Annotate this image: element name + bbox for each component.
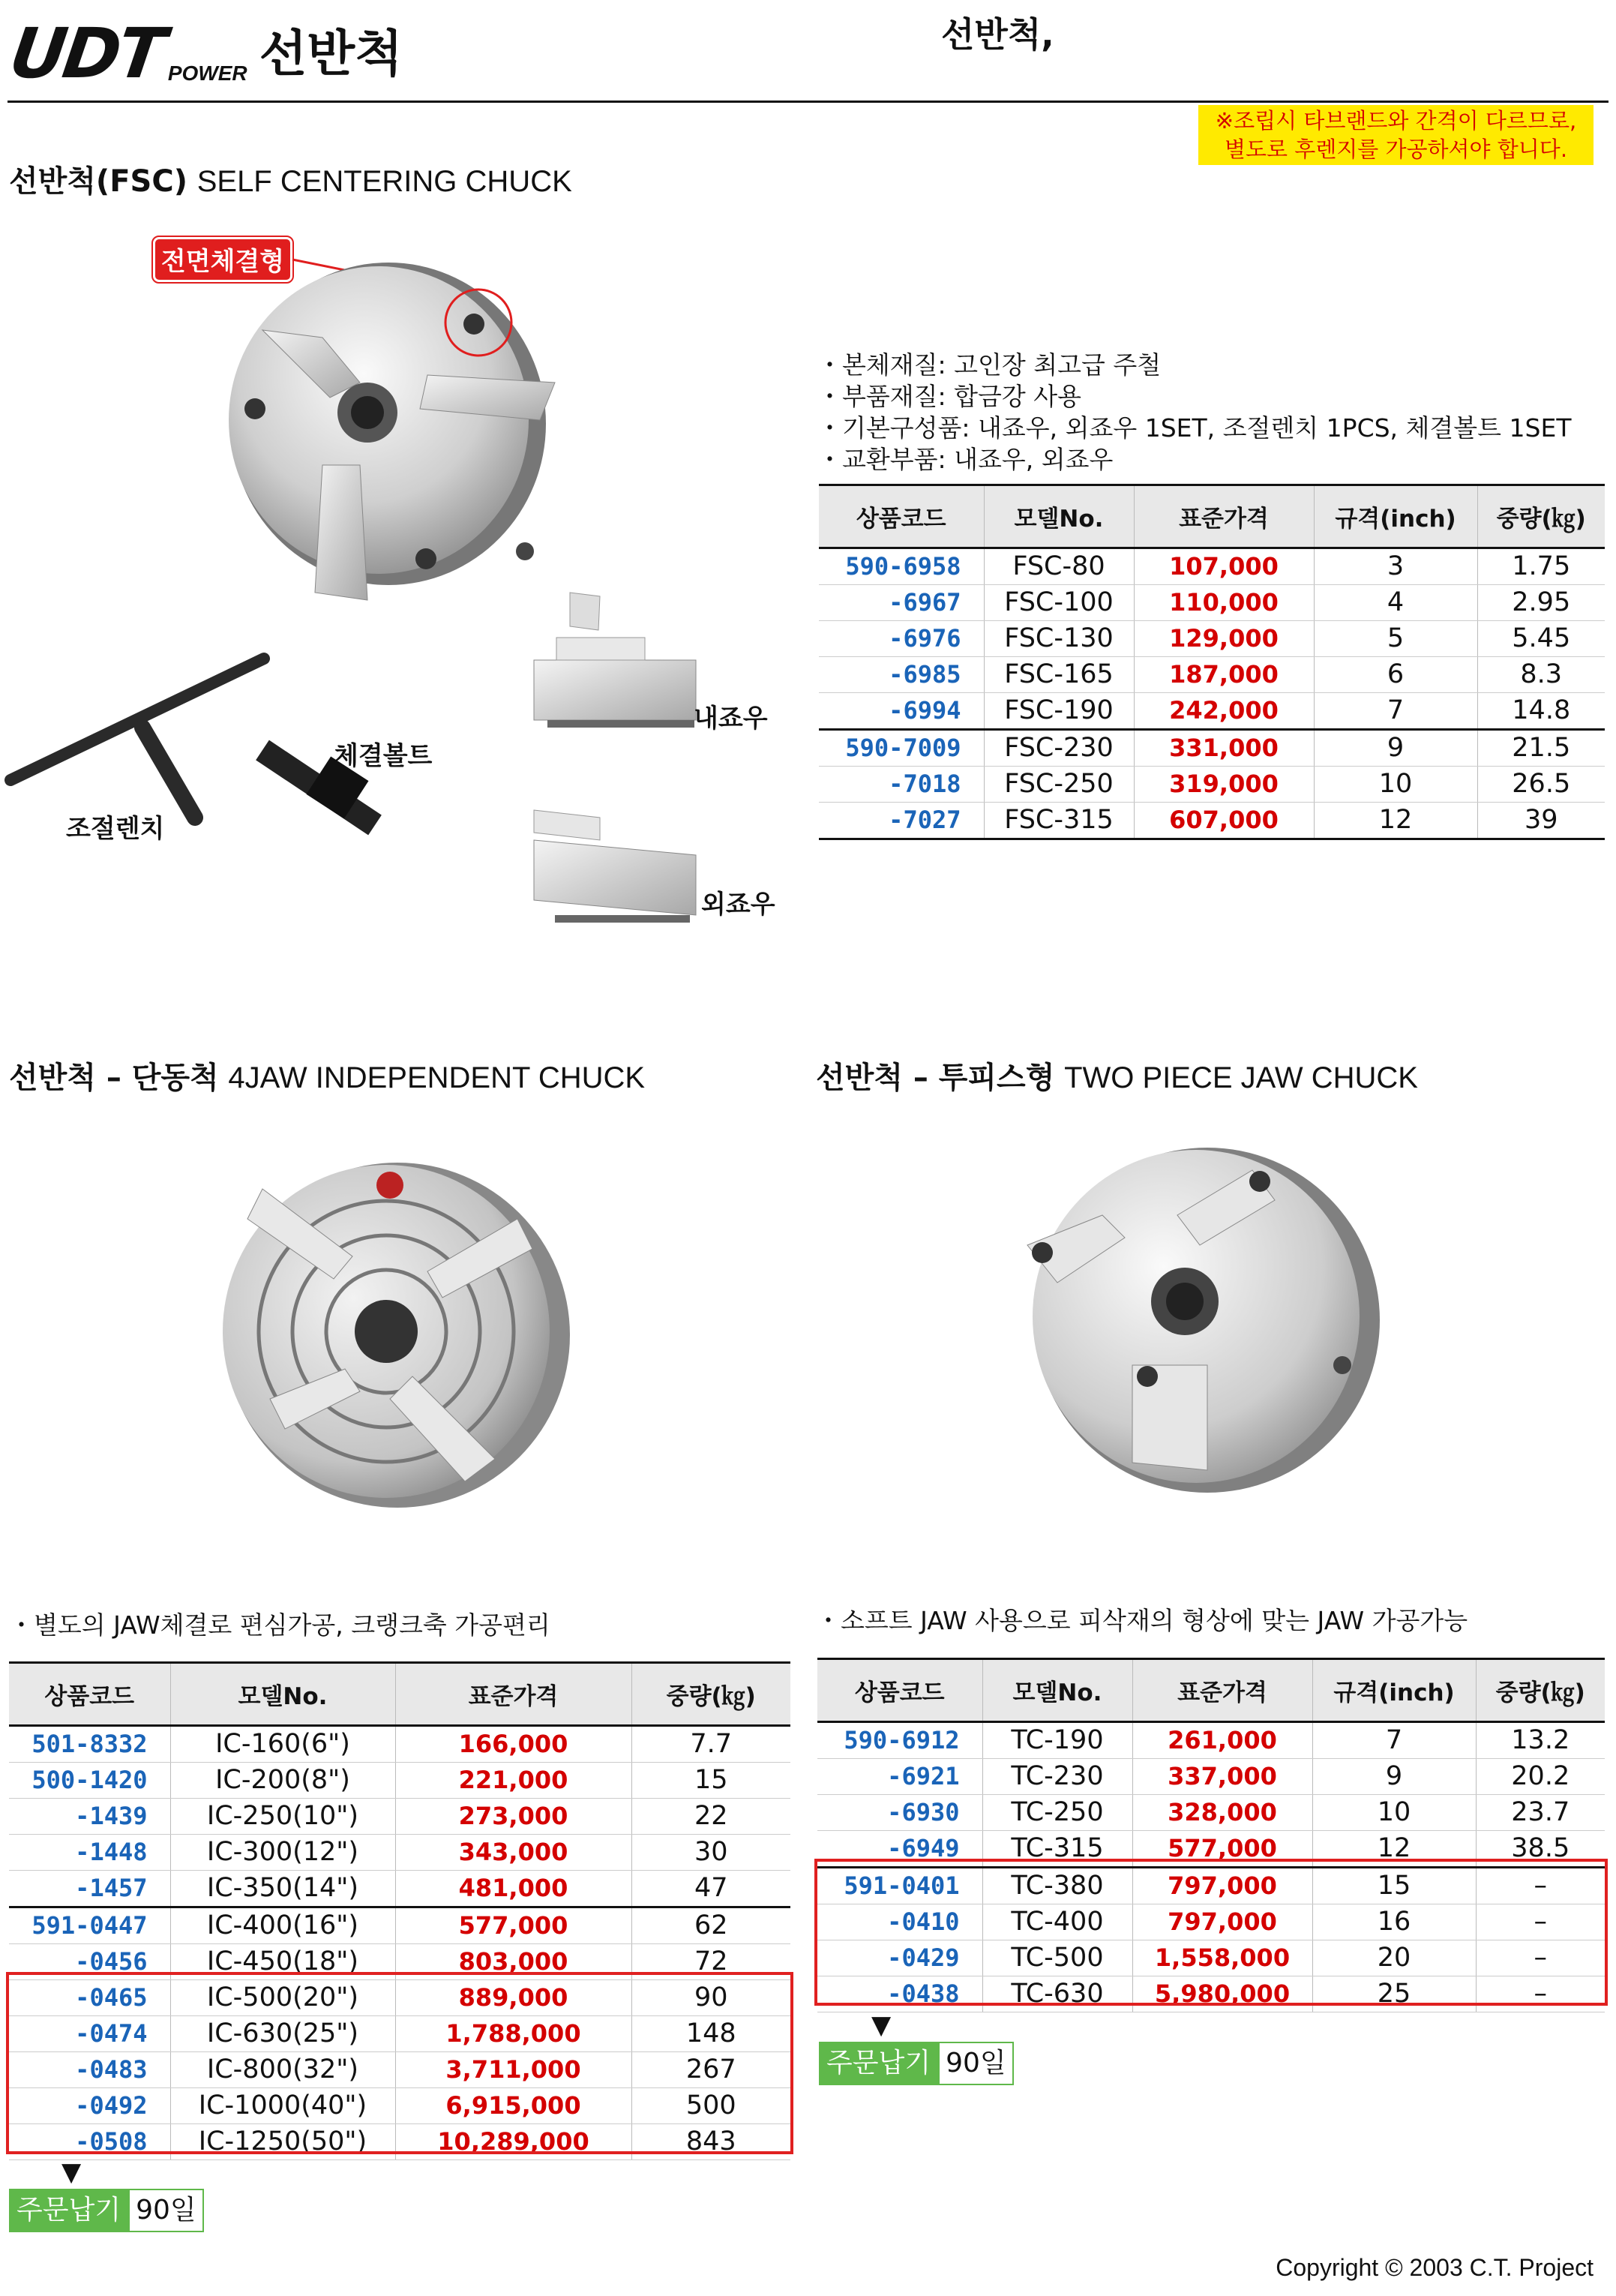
product-code: -1448 [9, 1835, 170, 1871]
weight: 267 [631, 2052, 790, 2088]
logo-title: 선반척 [259, 25, 403, 83]
product-code: 591-0401 [817, 1868, 982, 1904]
product-code: -0483 [9, 2052, 170, 2088]
weight: – [1476, 1976, 1605, 2012]
model-no: IC-630(25") [170, 2016, 395, 2052]
product-code: -0438 [817, 1976, 982, 2012]
price: 242,000 [1134, 693, 1314, 730]
size: 10 [1312, 1795, 1476, 1831]
product-code: -6994 [819, 693, 984, 730]
col-header: 중량(㎏) [1477, 485, 1605, 548]
fsc-section-title [9, 158, 572, 200]
weight: 72 [631, 1944, 790, 1980]
model-no: IC-450(18") [170, 1944, 395, 1980]
outer-jaw-image [534, 810, 696, 923]
notice-line-1: ※조립시 타브랜드와 간격이 다르므로, [1215, 108, 1577, 134]
col-header: 규격(inch) [1314, 485, 1477, 548]
price: 328,000 [1132, 1795, 1312, 1831]
tc-product-illustration [1012, 1140, 1387, 1500]
product-code: -6976 [819, 621, 984, 657]
weight: 30 [631, 1835, 790, 1871]
fsc-product-illustration [0, 240, 810, 960]
weight: 23.7 [1476, 1795, 1605, 1831]
size: 16 [1312, 1904, 1476, 1940]
table-row [9, 1726, 790, 1763]
col-header: 중량(㎏) [631, 1663, 790, 1726]
size: 12 [1314, 803, 1477, 839]
order-label: 주문납기 [819, 2042, 938, 2085]
fsc-chuck-body [229, 263, 555, 600]
outer-jaw-label: 외죠우 [701, 890, 775, 920]
logo-udt: UDT [4, 14, 168, 94]
size: 4 [1314, 585, 1477, 621]
table-row [9, 1835, 790, 1871]
order-label: 주문납기 [9, 2189, 128, 2232]
col-header: 중량(㎏) [1476, 1659, 1605, 1722]
model-no: TC-315 [982, 1831, 1132, 1868]
price: 577,000 [1132, 1831, 1312, 1868]
fsc-bullet: ・부품재질: 합금강 사용 [817, 382, 1081, 411]
table-row [9, 1871, 790, 1907]
product-code: -6921 [817, 1759, 982, 1795]
table-row [9, 1907, 790, 1944]
price: 577,000 [395, 1907, 631, 1944]
product-code: -7018 [819, 767, 984, 803]
price: 803,000 [395, 1944, 631, 1980]
weight: 38.5 [1476, 1831, 1605, 1868]
col-header: 모델No. [984, 485, 1134, 548]
size: 12 [1312, 1831, 1476, 1868]
price: 5,980,000 [1132, 1976, 1312, 2012]
tc-long-lead-highlight [814, 1859, 1608, 2006]
col-header: 모델No. [170, 1663, 395, 1726]
model-no: IC-350(14") [170, 1871, 395, 1907]
size: 20 [1312, 1940, 1476, 1976]
weight: 39 [1477, 803, 1605, 839]
product-code: 590-6958 [819, 548, 984, 585]
fsc-bullet: ・교환부품: 내죠우, 외죠우 [817, 445, 1114, 474]
weight: – [1476, 1904, 1605, 1940]
product-code: -0465 [9, 1980, 170, 2016]
product-code: -1439 [9, 1799, 170, 1835]
model-no: TC-190 [982, 1722, 1132, 1759]
weight: – [1476, 1868, 1605, 1904]
price: 129,000 [1134, 621, 1314, 657]
header-divider [7, 101, 1609, 103]
ic-order-lead-time [9, 2189, 204, 2232]
weight: – [1476, 1940, 1605, 1976]
weight: 26.5 [1477, 767, 1605, 803]
col-header: 상품코드 [819, 485, 984, 548]
down-arrow-icon: ▼ [871, 2010, 892, 2040]
order-value: 90일 [128, 2189, 204, 2232]
price: 337,000 [1132, 1759, 1312, 1795]
table-row [817, 1759, 1605, 1795]
logo-power: POWER [167, 62, 247, 85]
table-row [819, 621, 1605, 657]
size: 7 [1314, 693, 1477, 730]
price: 187,000 [1134, 657, 1314, 693]
weight: 90 [631, 1980, 790, 2016]
model-no: FSC-80 [984, 548, 1134, 585]
product-code: -0492 [9, 2088, 170, 2124]
col-header: 모델No. [982, 1659, 1132, 1722]
model-no: IC-800(32") [170, 2052, 395, 2088]
ic-title-en: 4JAW INDEPENDENT CHUCK [228, 1061, 646, 1094]
tc-title-en: TWO PIECE JAW CHUCK [1064, 1061, 1418, 1094]
notice-box [1198, 105, 1594, 165]
tc-bullet: ・소프트 JAW 사용으로 피삭재의 형상에 맞는 JAW 가공가능 [816, 1606, 1468, 1635]
notice-line-2: 별도로 후렌지를 가공하셔야 합니다. [1224, 137, 1568, 162]
col-header: 표준가격 [1134, 485, 1314, 548]
model-no: FSC-165 [984, 657, 1134, 693]
weight: 13.2 [1476, 1722, 1605, 1759]
weight: 5.45 [1477, 621, 1605, 657]
table-row [9, 1763, 790, 1799]
model-no: IC-500(20") [170, 1980, 395, 2016]
model-no: FSC-230 [984, 730, 1134, 767]
fsc-spec-bullets [817, 350, 1572, 476]
model-no: IC-200(8") [170, 1763, 395, 1799]
product-code: -0410 [817, 1904, 982, 1940]
model-no: FSC-250 [984, 767, 1134, 803]
product-code: -6967 [819, 585, 984, 621]
table-row [819, 730, 1605, 767]
size: 9 [1312, 1759, 1476, 1795]
model-no: IC-300(12") [170, 1835, 395, 1871]
product-code: -6985 [819, 657, 984, 693]
wrench-image [10, 659, 264, 818]
model-no: TC-380 [982, 1868, 1132, 1904]
weight: 1.75 [1477, 548, 1605, 585]
table-row [819, 657, 1605, 693]
ic-title-kr: 선반척 – 단동척 [9, 1061, 219, 1095]
col-header: 상품코드 [9, 1663, 170, 1726]
fsc-title-kr: 선반척(FSC) [9, 164, 187, 199]
weight: 7.7 [631, 1726, 790, 1763]
front-mount-tag: 전면체결형 [153, 237, 292, 282]
inner-jaw-image [534, 593, 696, 728]
price: 10,289,000 [395, 2124, 631, 2160]
model-no: IC-400(16") [170, 1907, 395, 1944]
wrench-label: 조절렌치 [66, 814, 165, 844]
product-code: -0508 [9, 2124, 170, 2160]
weight: 148 [631, 2016, 790, 2052]
model-no: IC-160(6") [170, 1726, 395, 1763]
table-row [819, 693, 1605, 730]
price: 107,000 [1134, 548, 1314, 585]
weight: 20.2 [1476, 1759, 1605, 1795]
col-header: 표준가격 [395, 1663, 631, 1726]
size: 10 [1314, 767, 1477, 803]
brand-logo [4, 14, 403, 94]
weight: 500 [631, 2088, 790, 2124]
price: 343,000 [395, 1835, 631, 1871]
price: 166,000 [395, 1726, 631, 1763]
product-code: -0474 [9, 2016, 170, 2052]
down-arrow-icon: ▼ [61, 2157, 82, 2187]
table-row [819, 767, 1605, 803]
ic-long-lead-highlight [6, 1972, 793, 2154]
tc-section-title [816, 1054, 1418, 1097]
product-code: 591-0447 [9, 1907, 170, 1944]
price: 3,711,000 [395, 2052, 631, 2088]
col-header: 표준가격 [1132, 1659, 1312, 1722]
product-code: -7027 [819, 803, 984, 839]
product-code: -6949 [817, 1831, 982, 1868]
fsc-bullet: ・기본구성품: 내죠우, 외죠우 1SET, 조절렌치 1PCS, 체결볼트 1SET [817, 413, 1572, 443]
product-code: 500-1420 [9, 1763, 170, 1799]
order-value: 90일 [938, 2042, 1014, 2085]
price: 797,000 [1132, 1904, 1312, 1940]
model-no: TC-230 [982, 1759, 1132, 1795]
product-code: -0429 [817, 1940, 982, 1976]
copyright: Copyright © 2003 C.T. Project [1276, 2254, 1594, 2281]
price: 221,000 [395, 1763, 631, 1799]
model-no: IC-1000(40") [170, 2088, 395, 2124]
ic-product-illustration [202, 1151, 577, 1511]
size: 25 [1312, 1976, 1476, 2012]
weight: 21.5 [1477, 730, 1605, 767]
ic-section-title [9, 1054, 645, 1097]
model-no: TC-400 [982, 1904, 1132, 1940]
price: 889,000 [395, 1980, 631, 2016]
page-top-title: 선반척, [941, 14, 1054, 55]
tc-title-kr: 선반척 – 투피스형 [816, 1061, 1055, 1095]
ic-bullet: ・별도의 JAW체결로 편심가공, 크랭크축 가공편리 [9, 1610, 550, 1640]
fsc-title-en: SELF CENTERING CHUCK [196, 165, 572, 198]
price: 607,000 [1134, 803, 1314, 839]
weight: 47 [631, 1871, 790, 1907]
size: 3 [1314, 548, 1477, 585]
price: 1,788,000 [395, 2016, 631, 2052]
price: 273,000 [395, 1799, 631, 1835]
weight: 14.8 [1477, 693, 1605, 730]
weight: 22 [631, 1799, 790, 1835]
col-header: 규격(inch) [1312, 1659, 1476, 1722]
product-code: 590-6912 [817, 1722, 982, 1759]
price: 1,558,000 [1132, 1940, 1312, 1976]
model-no: IC-1250(50") [170, 2124, 395, 2160]
weight: 2.95 [1477, 585, 1605, 621]
model-no: IC-250(10") [170, 1799, 395, 1835]
price: 110,000 [1134, 585, 1314, 621]
model-no: FSC-315 [984, 803, 1134, 839]
size: 9 [1314, 730, 1477, 767]
size: 7 [1312, 1722, 1476, 1759]
price: 797,000 [1132, 1868, 1312, 1904]
size: 15 [1312, 1868, 1476, 1904]
price: 481,000 [395, 1871, 631, 1907]
inner-jaw-label: 내죠우 [694, 704, 768, 734]
fsc-price-table [819, 484, 1605, 840]
table-row [817, 1722, 1605, 1759]
model-no: FSC-190 [984, 693, 1134, 730]
table-row [819, 548, 1605, 585]
price: 319,000 [1134, 767, 1314, 803]
product-code: -1457 [9, 1871, 170, 1907]
weight: 8.3 [1477, 657, 1605, 693]
product-code: -6930 [817, 1795, 982, 1831]
weight: 62 [631, 1907, 790, 1944]
price: 6,915,000 [395, 2088, 631, 2124]
model-no: TC-500 [982, 1940, 1132, 1976]
weight: 843 [631, 2124, 790, 2160]
col-header: 상품코드 [817, 1659, 982, 1722]
model-no: TC-630 [982, 1976, 1132, 2012]
size: 5 [1314, 621, 1477, 657]
bolt-label: 체결볼트 [334, 741, 433, 771]
model-no: FSC-100 [984, 585, 1134, 621]
table-row [819, 803, 1605, 839]
price: 331,000 [1134, 730, 1314, 767]
price: 261,000 [1132, 1722, 1312, 1759]
size: 6 [1314, 657, 1477, 693]
product-code: -0456 [9, 1944, 170, 1980]
model-no: FSC-130 [984, 621, 1134, 657]
product-code: 501-8332 [9, 1726, 170, 1763]
weight: 15 [631, 1763, 790, 1799]
tc-order-lead-time [819, 2042, 1014, 2085]
product-code: 590-7009 [819, 730, 984, 767]
table-row [819, 585, 1605, 621]
fsc-bullet: ・본체재질: 고인장 최고급 주철 [817, 350, 1162, 380]
model-no: TC-250 [982, 1795, 1132, 1831]
table-row [9, 1799, 790, 1835]
table-row [817, 1795, 1605, 1831]
